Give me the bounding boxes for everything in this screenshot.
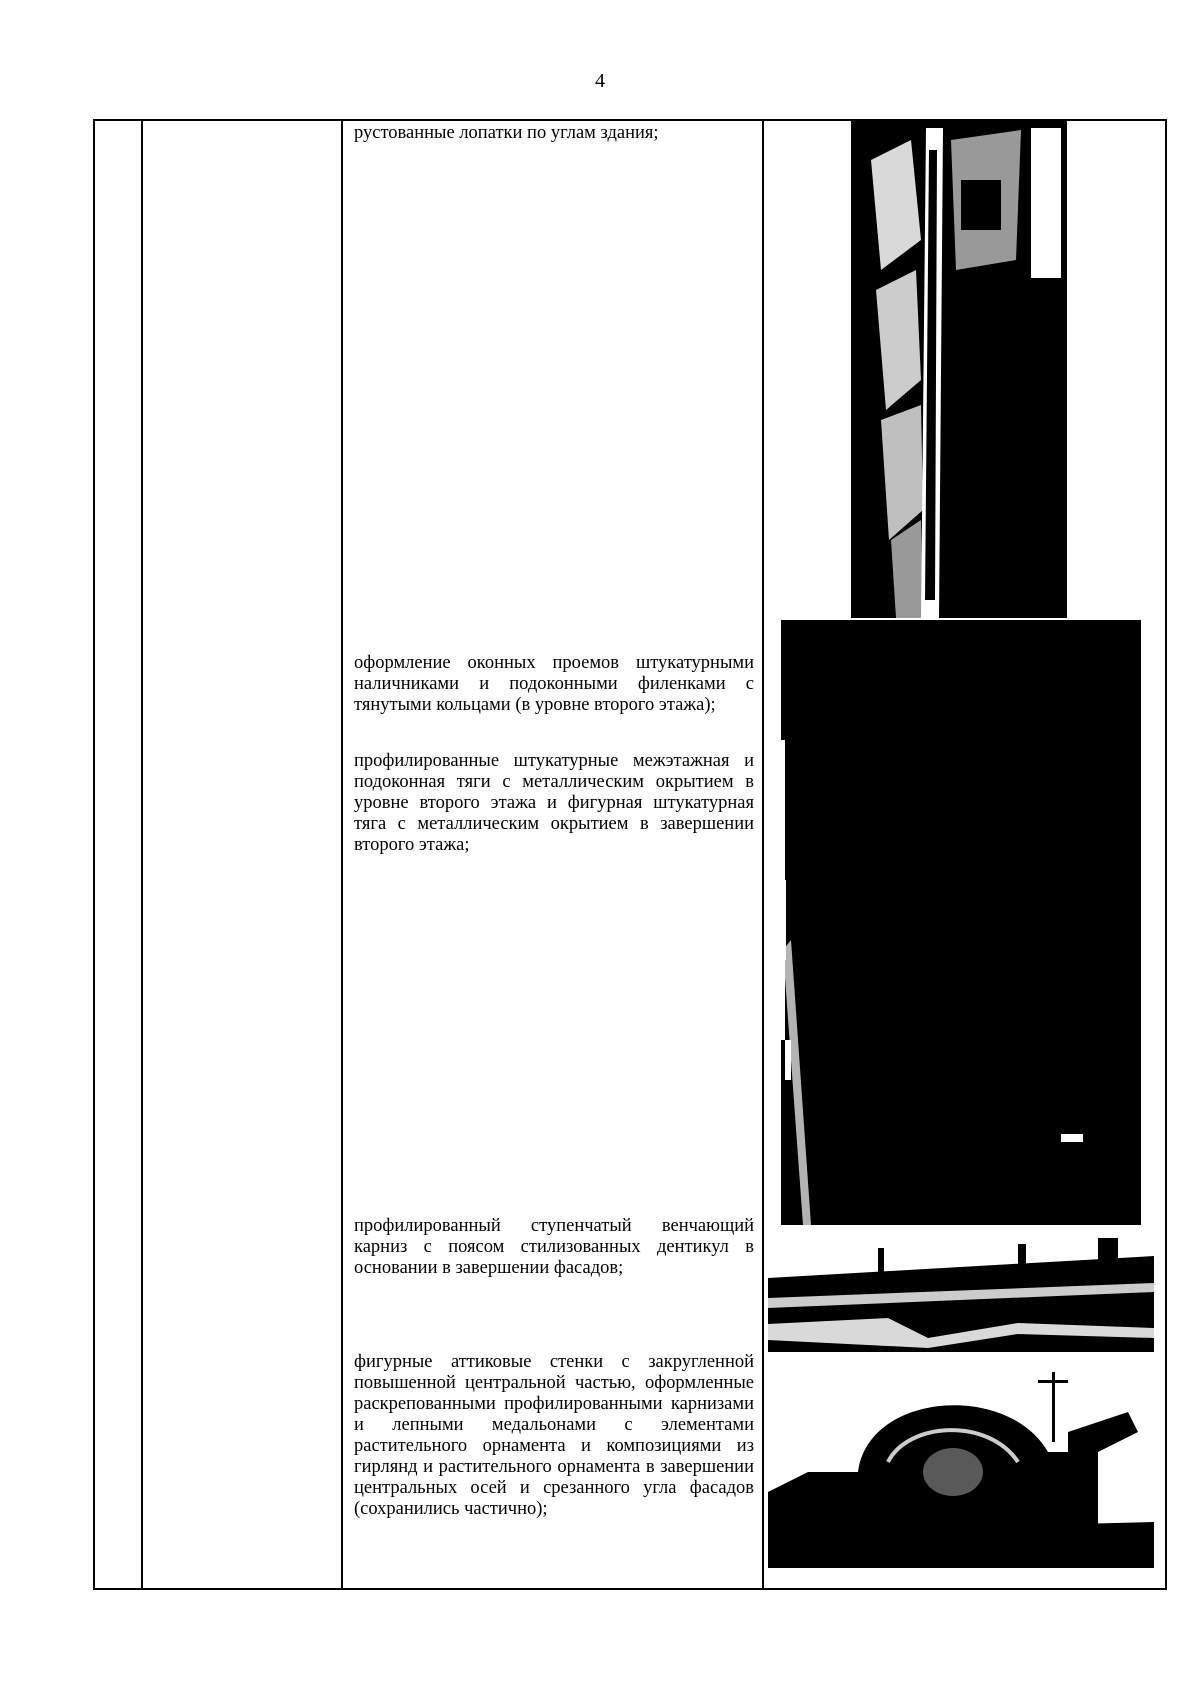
page-number: 4 (595, 70, 605, 92)
feature-description: оформление оконных проемов штукатурными наличниками и подоконными филенками с тянутыми кольцами (в уровне второго этажа); (354, 653, 754, 715)
feature-description: профилированные штукатурные межэтажная и подоконная тяги с металлическим окрытием в уровне второго этажа и фигурная штукатурная тяга с металлическим окрытием в завершении второго этажа; (354, 751, 754, 855)
facade-windows-photo (781, 620, 1141, 1225)
table-column-border (1165, 119, 1167, 1590)
feature-description: фигурные аттиковые стенки с закругленной повышенной центральной частью, оформленные раскрепованными профилированными карнизами и лепными медальонами с элементами растительного орнамента и композициями из гирлянд и растительного орнамента в завершении центральных осей и срезанного угла фасадов (сохранились частично); (354, 1352, 754, 1519)
table-bottom-border (93, 1588, 1167, 1590)
table-column-border (93, 119, 95, 1590)
feature-description: профилированный ступенчатый венчающий карниз с поясом стилизованных дентикул в основании в завершении фасадов; (354, 1216, 754, 1278)
table-column-border (141, 119, 143, 1590)
table-column-border (762, 119, 764, 1590)
crowning-cornice-photo (768, 1228, 1154, 1352)
building-corner-photo (851, 120, 1067, 618)
attic-wall-photo (768, 1362, 1154, 1568)
table-column-border (341, 119, 343, 1590)
feature-description: рустованные лопатки по углам здания; (354, 123, 659, 143)
